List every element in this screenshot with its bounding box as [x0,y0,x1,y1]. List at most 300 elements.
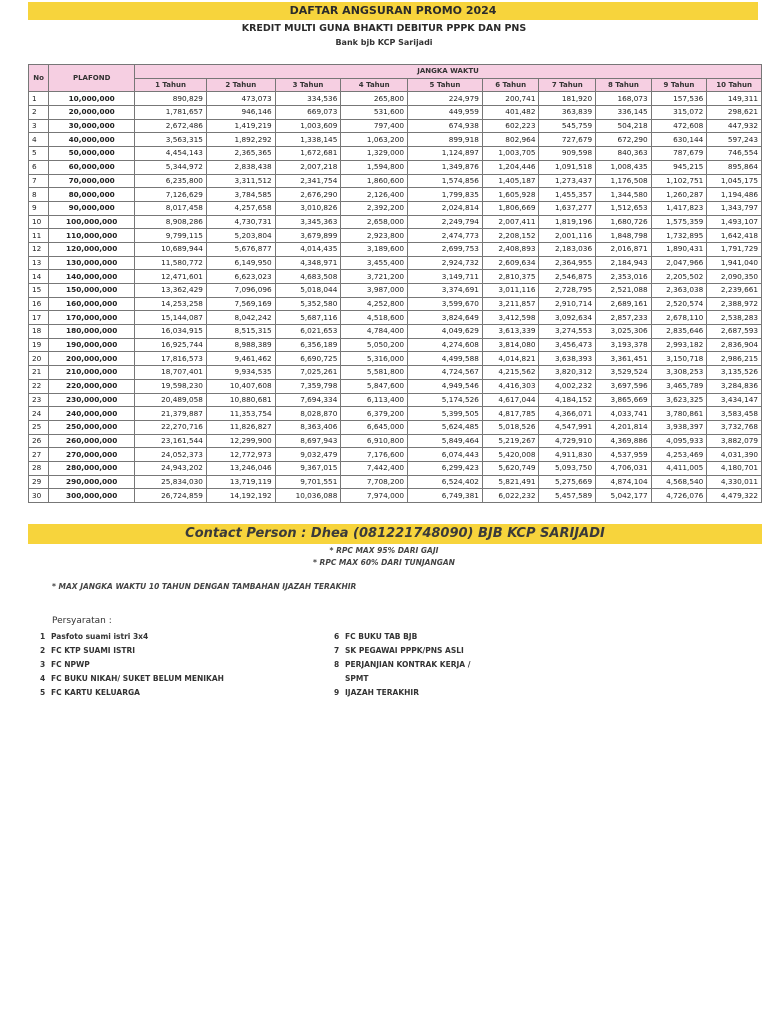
installment-cell: 18,707,401 [135,366,207,380]
installment-cell: 2,016,871 [596,242,652,256]
installment-cell: 3,193,378 [596,338,652,352]
installment-cell: 2,835,646 [651,325,707,339]
plafond-cell: 190,000,000 [49,338,135,352]
installment-cell: 8,908,286 [135,215,207,229]
table-row [29,297,762,311]
requirement-item [334,686,470,700]
requirement-item [40,672,224,686]
installment-cell: 2,365,365 [206,147,275,161]
installment-cell: 5,676,877 [206,242,275,256]
row-number: 17 [29,311,49,325]
installment-cell: 6,379,200 [341,407,408,421]
installment-cell: 3,311,512 [206,174,275,188]
table-row [29,338,762,352]
installment-cell: 4,253,469 [651,448,707,462]
requirement-text: FC KARTU KELUARGA [51,688,140,697]
installment-cell: 336,145 [596,106,652,120]
installment-cell: 4,817,785 [482,407,539,421]
installment-cell: 14,253,258 [135,297,207,311]
plafond-cell: 170,000,000 [49,311,135,325]
plafond-cell: 160,000,000 [49,297,135,311]
installment-cell: 24,943,202 [135,461,207,475]
installment-cell: 3,274,553 [539,325,596,339]
installment-cell: 4,683,508 [275,270,341,284]
installment-cell: 3,025,306 [596,325,652,339]
installment-cell: 4,274,608 [408,338,483,352]
installment-cell: 1,273,437 [539,174,596,188]
installment-cell: 2,184,943 [596,256,652,270]
installment-cell: 4,330,011 [707,475,762,489]
installment-cell: 1,124,897 [408,147,483,161]
installment-cell: 5,042,177 [596,489,652,503]
installment-cell: 5,050,200 [341,338,408,352]
requirement-number: 5 [40,688,46,697]
installment-cell: 4,416,303 [482,379,539,393]
installment-cell: 5,352,580 [275,297,341,311]
installment-cell: 149,311 [707,92,762,106]
installment-cell: 8,042,242 [206,311,275,325]
installment-cell: 6,235,800 [135,174,207,188]
installment-cell: 4,049,629 [408,325,483,339]
installment-cell: 5,219,267 [482,434,539,448]
installment-cell: 4,201,814 [596,420,652,434]
installment-cell: 3,465,789 [651,379,707,393]
installment-cell: 1,848,798 [596,229,652,243]
installment-cell: 3,374,691 [408,284,483,298]
plafond-cell: 30,000,000 [49,119,135,133]
installment-cell: 1,176,508 [596,174,652,188]
installment-cell: 3,820,312 [539,366,596,380]
table-row [29,147,762,161]
installment-cell: 10,036,088 [275,489,341,503]
installment-cell: 1,732,895 [651,229,707,243]
installment-cell: 157,536 [651,92,707,106]
table-row [29,461,762,475]
installment-cell: 6,690,725 [275,352,341,366]
installment-cell: 1,512,653 [596,201,652,215]
installment-cell: 4,911,830 [539,448,596,462]
subtitle: KREDIT MULTI GUNA BHAKTI DEBITUR PPPK DAN PNS [241,23,527,34]
installment-cell: 181,920 [539,92,596,106]
installment-cell: 265,800 [341,92,408,106]
table-row [29,407,762,421]
header-year-10: 10 Tahun [707,78,762,92]
installment-cell: 10,407,608 [206,379,275,393]
row-number: 10 [29,215,49,229]
installment-cell: 945,215 [651,160,707,174]
installment-cell: 1,680,726 [596,215,652,229]
installment-cell: 746,554 [707,147,762,161]
installment-cell: 5,620,749 [482,461,539,475]
installment-cell: 8,697,943 [275,434,341,448]
installment-cell: 4,706,031 [596,461,652,475]
requirement-item [40,644,224,658]
installment-cell: 24,052,373 [135,448,207,462]
row-number: 9 [29,201,49,215]
requirement-item [40,658,224,672]
installment-cell: 5,457,589 [539,489,596,503]
installment-cell: 1,574,856 [408,174,483,188]
installment-cell: 1,799,835 [408,188,483,202]
max-term-note: * MAX JANGKA WAKTU 10 TAHUN DENGAN TAMBAHAN IJAZAH TERAKHIR [52,582,357,591]
installment-cell: 6,645,000 [341,420,408,434]
installment-cell: 7,569,169 [206,297,275,311]
installment-cell: 1,455,357 [539,188,596,202]
installment-cell: 3,308,253 [651,366,707,380]
installment-cell: 5,624,485 [408,420,483,434]
header-year-5: 5 Tahun [408,78,483,92]
requirement-number: 6 [334,632,340,641]
row-number: 25 [29,420,49,434]
installment-cell: 2,521,088 [596,284,652,298]
installment-cell: 2,047,966 [651,256,707,270]
installment-cell: 7,025,261 [275,366,341,380]
installment-cell: 8,515,315 [206,325,275,339]
installment-cell: 12,772,973 [206,448,275,462]
installment-cell: 7,176,600 [341,448,408,462]
installment-cell: 2,341,754 [275,174,341,188]
installment-cell: 1,344,580 [596,188,652,202]
installment-cell: 11,353,754 [206,407,275,421]
requirement-item [334,644,470,658]
plafond-cell: 260,000,000 [49,434,135,448]
installment-cell: 6,749,381 [408,489,483,503]
requirement-text: FC NPWP [51,660,90,669]
installment-cell: 2,838,438 [206,160,275,174]
installment-cell: 1,941,040 [707,256,762,270]
row-number: 29 [29,475,49,489]
installment-cell: 3,938,397 [651,420,707,434]
installment-cell: 2,687,593 [707,325,762,339]
table-row [29,379,762,393]
table-row [29,133,762,147]
requirement-text: SPMT [345,674,369,683]
installment-cell: 2,538,283 [707,311,762,325]
requirement-text: FC BUKU NIKAH/ SUKET BELUM MENIKAH [51,674,224,683]
installment-cell: 1,860,600 [341,174,408,188]
installment-cell: 7,096,096 [206,284,275,298]
title-banner: DAFTAR ANGSURAN PROMO 2024 [28,2,758,20]
installment-cell: 8,363,406 [275,420,341,434]
row-number: 3 [29,119,49,133]
installment-cell: 9,461,462 [206,352,275,366]
installment-cell: 4,180,701 [707,461,762,475]
row-number: 11 [29,229,49,243]
requirement-number: 2 [40,646,46,655]
installment-cell: 2,388,972 [707,297,762,311]
installment-cell: 4,518,600 [341,311,408,325]
installment-cell: 6,074,443 [408,448,483,462]
row-number: 19 [29,338,49,352]
installment-cell: 9,032,479 [275,448,341,462]
installment-cell: 4,537,959 [596,448,652,462]
header-jangka-waktu: JANGKA WAKTU [135,65,762,79]
installment-cell: 3,361,451 [596,352,652,366]
plafond-cell: 230,000,000 [49,393,135,407]
installment-cell: 4,014,435 [275,242,341,256]
installment-cell: 3,345,363 [275,215,341,229]
plafond-cell: 40,000,000 [49,133,135,147]
installment-cell: 3,638,393 [539,352,596,366]
row-number: 8 [29,188,49,202]
installment-cell: 1,791,729 [707,242,762,256]
installment-cell: 4,617,044 [482,393,539,407]
row-number: 24 [29,407,49,421]
installment-cell: 9,799,115 [135,229,207,243]
installment-cell: 672,290 [596,133,652,147]
row-number: 2 [29,106,49,120]
installment-cell: 168,073 [596,92,652,106]
installment-cell: 1,204,446 [482,160,539,174]
installment-cell: 2,678,110 [651,311,707,325]
row-number: 27 [29,448,49,462]
installment-cell: 472,608 [651,119,707,133]
installment-cell: 11,580,772 [135,256,207,270]
plafond-cell: 20,000,000 [49,106,135,120]
installment-cell: 2,676,290 [275,188,341,202]
installment-cell: 5,174,526 [408,393,483,407]
installment-cell: 1,091,518 [539,160,596,174]
installment-cell: 14,192,192 [206,489,275,503]
installment-cell: 4,784,400 [341,325,408,339]
installment-cell: 1,003,705 [482,147,539,161]
installment-cell: 4,184,152 [539,393,596,407]
installment-cell: 7,974,000 [341,489,408,503]
plafond-cell: 150,000,000 [49,284,135,298]
installment-cell: 4,949,546 [408,379,483,393]
plafond-cell: 280,000,000 [49,461,135,475]
installment-cell: 2,474,773 [408,229,483,243]
installment-cell: 7,359,798 [275,379,341,393]
plafond-cell: 70,000,000 [49,174,135,188]
installment-cell: 9,367,015 [275,461,341,475]
installment-cell: 2,857,233 [596,311,652,325]
installment-table [28,64,762,503]
row-number: 21 [29,366,49,380]
installment-cell: 6,623,023 [206,270,275,284]
installment-cell: 1,343,797 [707,201,762,215]
installment-cell: 15,144,087 [135,311,207,325]
installment-cell: 909,598 [539,147,596,161]
plafond-cell: 300,000,000 [49,489,135,503]
installment-cell: 21,379,887 [135,407,207,421]
plafond-cell: 250,000,000 [49,420,135,434]
installment-cell: 4,369,886 [596,434,652,448]
installment-cell: 3,150,718 [651,352,707,366]
installment-cell: 3,563,315 [135,133,207,147]
installment-cell: 504,218 [596,119,652,133]
installment-cell: 545,759 [539,119,596,133]
installment-cell: 4,874,104 [596,475,652,489]
installment-cell: 1,349,876 [408,160,483,174]
installment-cell: 3,455,400 [341,256,408,270]
plafond-cell: 90,000,000 [49,201,135,215]
installment-cell: 1,260,287 [651,188,707,202]
installment-cell: 8,017,458 [135,201,207,215]
installment-cell: 10,880,681 [206,393,275,407]
installment-cell: 630,144 [651,133,707,147]
installment-cell: 2,183,036 [539,242,596,256]
installment-cell: 3,814,080 [482,338,539,352]
installment-cell: 1,419,219 [206,119,275,133]
installment-cell: 899,918 [408,133,483,147]
installment-cell: 26,724,859 [135,489,207,503]
installment-cell: 3,623,325 [651,393,707,407]
installment-cell: 1,672,681 [275,147,341,161]
installment-cell: 447,932 [707,119,762,133]
table-row [29,160,762,174]
requirement-text: Pasfoto suami istri 3x4 [51,632,149,641]
installment-cell: 3,529,524 [596,366,652,380]
installment-cell: 3,284,836 [707,379,762,393]
installment-cell: 3,456,473 [539,338,596,352]
row-number: 4 [29,133,49,147]
installment-cell: 3,434,147 [707,393,762,407]
contact-banner: Contact Person : Dhea (081221748090) BJB KCP SARIJADI [28,524,762,544]
requirement-number: 3 [40,660,46,669]
installment-cell: 1,605,928 [482,188,539,202]
installment-cell: 7,694,334 [275,393,341,407]
installment-cell: 1,417,823 [651,201,707,215]
installment-cell: 1,338,145 [275,133,341,147]
plafond-cell: 220,000,000 [49,379,135,393]
table-row [29,434,762,448]
installment-cell: 2,836,904 [707,338,762,352]
installment-cell: 4,724,567 [408,366,483,380]
installment-cell: 5,275,669 [539,475,596,489]
installment-cell: 3,697,596 [596,379,652,393]
installment-cell: 7,708,200 [341,475,408,489]
installment-cell: 3,599,670 [408,297,483,311]
installment-cell: 13,719,119 [206,475,275,489]
installment-cell: 11,826,827 [206,420,275,434]
plafond-cell: 50,000,000 [49,147,135,161]
table-row [29,242,762,256]
installment-cell: 4,454,143 [135,147,207,161]
installment-cell: 3,732,768 [707,420,762,434]
row-number: 16 [29,297,49,311]
installment-cell: 787,679 [651,147,707,161]
installment-cell: 2,923,800 [341,229,408,243]
installment-cell: 797,400 [341,119,408,133]
installment-cell: 1,493,107 [707,215,762,229]
requirement-text: IJAZAH TERAKHIR [345,688,419,697]
installment-cell: 3,679,899 [275,229,341,243]
installment-cell: 9,701,551 [275,475,341,489]
installment-cell: 8,028,870 [275,407,341,421]
installment-cell: 4,033,741 [596,407,652,421]
row-number: 26 [29,434,49,448]
installment-cell: 895,864 [707,160,762,174]
installment-cell: 3,613,339 [482,325,539,339]
row-number: 7 [29,174,49,188]
installment-cell: 5,821,491 [482,475,539,489]
installment-cell: 4,547,991 [539,420,596,434]
installment-cell: 6,113,400 [341,393,408,407]
row-number: 1 [29,92,49,106]
header-plafond: PLAFOND [49,65,135,92]
installment-cell: 1,008,435 [596,160,652,174]
installment-cell: 2,728,795 [539,284,596,298]
header-year-3: 3 Tahun [275,78,341,92]
installment-cell: 3,412,598 [482,311,539,325]
installment-cell: 946,146 [206,106,275,120]
row-number: 23 [29,393,49,407]
installment-cell: 2,658,000 [341,215,408,229]
installment-cell: 1,890,431 [651,242,707,256]
row-number: 5 [29,147,49,161]
requirement-item [334,630,470,644]
installment-cell: 2,090,350 [707,270,762,284]
plafond-cell: 140,000,000 [49,270,135,284]
installment-cell: 4,479,322 [707,489,762,503]
requirement-number: 7 [334,646,340,655]
installment-cell: 1,637,277 [539,201,596,215]
requirement-number: 1 [40,632,46,641]
table-row [29,325,762,339]
installment-cell: 3,149,711 [408,270,483,284]
installment-cell: 890,829 [135,92,207,106]
plafond-cell: 100,000,000 [49,215,135,229]
installment-cell: 19,598,230 [135,379,207,393]
installment-cell: 2,924,732 [408,256,483,270]
installment-cell: 449,959 [408,106,483,120]
installment-cell: 22,270,716 [135,420,207,434]
installment-cell: 2,986,215 [707,352,762,366]
installment-cell: 25,834,030 [135,475,207,489]
plafond-cell: 80,000,000 [49,188,135,202]
row-number: 14 [29,270,49,284]
installment-cell: 2,689,161 [596,297,652,311]
requirement-text: PERJANJIAN KONTRAK KERJA / [345,660,471,669]
installment-cell: 4,366,071 [539,407,596,421]
installment-cell: 5,581,800 [341,366,408,380]
installment-cell: 6,524,402 [408,475,483,489]
installment-cell: 5,344,972 [135,160,207,174]
installment-cell: 3,189,600 [341,242,408,256]
installment-cell: 531,600 [341,106,408,120]
installment-cell: 224,979 [408,92,483,106]
row-number: 13 [29,256,49,270]
installment-cell: 4,031,390 [707,448,762,462]
installment-cell: 2,993,182 [651,338,707,352]
installment-cell: 2,007,411 [482,215,539,229]
requirement-text: FC BUKU TAB BJB [345,632,418,641]
installment-cell: 3,824,649 [408,311,483,325]
installment-cell: 727,679 [539,133,596,147]
installment-cell: 363,839 [539,106,596,120]
installment-cell: 2,364,955 [539,256,596,270]
installment-cell: 6,021,653 [275,325,341,339]
installment-cell: 7,442,400 [341,461,408,475]
requirement-item [40,686,224,700]
row-number: 18 [29,325,49,339]
row-number: 12 [29,242,49,256]
installment-cell: 3,865,669 [596,393,652,407]
installment-cell: 1,102,751 [651,174,707,188]
requirement-item [40,630,224,644]
plafond-cell: 180,000,000 [49,325,135,339]
installment-cell: 1,642,418 [707,229,762,243]
installment-cell: 674,938 [408,119,483,133]
table-row [29,229,762,243]
table-row [29,448,762,462]
table-row [29,92,762,106]
installment-cell: 2,392,200 [341,201,408,215]
installment-cell: 1,819,196 [539,215,596,229]
installment-cell: 2,205,502 [651,270,707,284]
installment-cell: 3,780,861 [651,407,707,421]
